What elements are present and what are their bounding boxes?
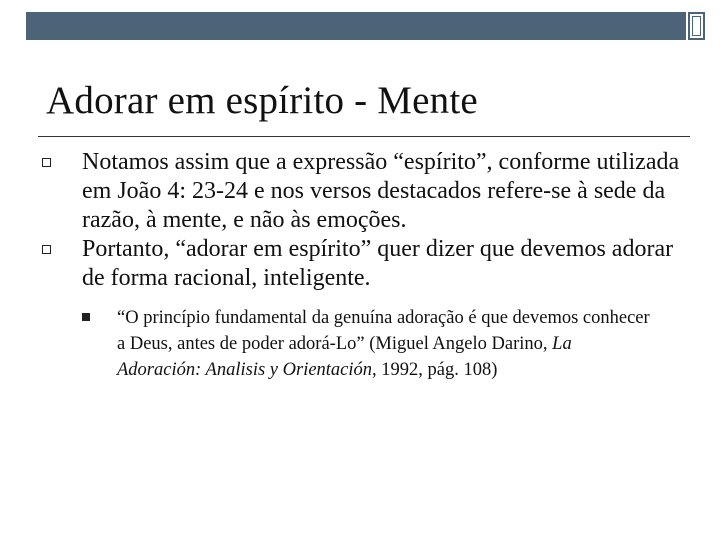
hollow-square-bullet-icon bbox=[42, 245, 51, 254]
bullet-item bbox=[0, 235, 720, 383]
sub-bullet-list bbox=[82, 305, 690, 383]
header-decoration-inner-square bbox=[692, 16, 701, 36]
slide-title: Adorar em espírito - Mente bbox=[46, 79, 478, 122]
quote-details: , 1992, pág. 108) bbox=[372, 360, 498, 380]
quote-text: “O princípio fundamental da genuína adoração é que devemos conhecer a Deus, antes de poder adorá-Lo” bbox=[117, 308, 650, 354]
header-decoration-bar bbox=[26, 12, 686, 40]
filled-square-bullet-icon bbox=[82, 313, 90, 321]
bullet-text: Notamos assim que a expressão “espírito”, conforme utilizada em João 4: 23-24 e nos versos destacados refere-se à sede da razão, à mente, e não às emoções. bbox=[82, 149, 680, 233]
title-divider bbox=[38, 136, 690, 137]
hollow-square-bullet-icon bbox=[42, 158, 51, 167]
bullet-list bbox=[0, 148, 720, 383]
quote-item bbox=[82, 305, 690, 383]
bullet-text: Portanto, “adorar em espírito” quer dizer que devemos adorar de forma racional, inteligente. bbox=[82, 236, 674, 291]
quote-author: Miguel Angelo Darino, bbox=[375, 334, 553, 354]
header-decoration-square bbox=[688, 12, 705, 40]
quote-book-title: La Adoración: Analisis y Orientación bbox=[117, 334, 572, 380]
quote-open-paren: ( bbox=[369, 334, 376, 354]
bullet-item bbox=[0, 148, 720, 235]
